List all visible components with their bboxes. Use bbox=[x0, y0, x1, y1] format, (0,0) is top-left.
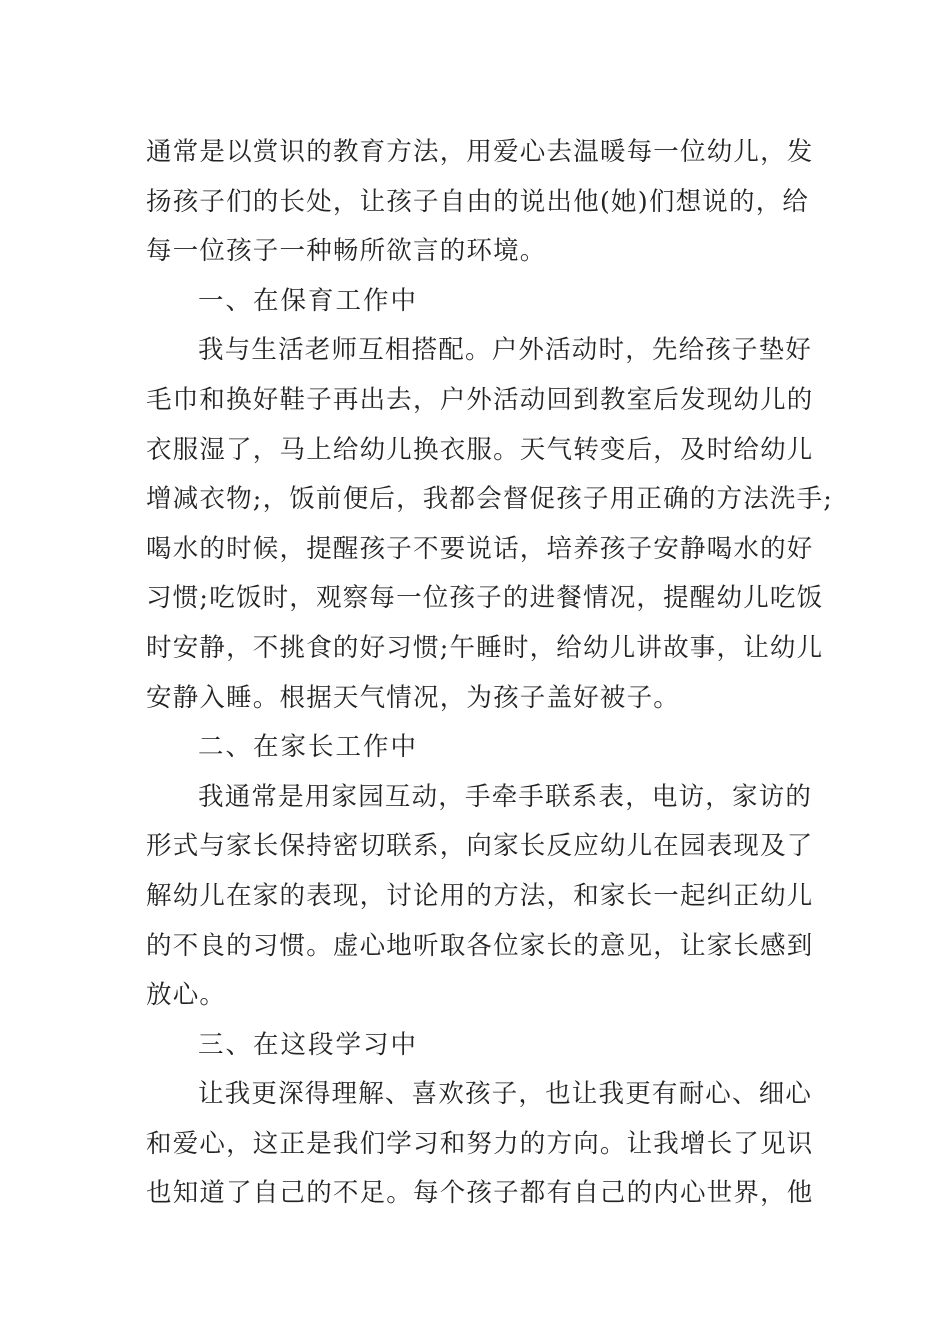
body-line: 喝水的时候，提醒孩子不要说话，培养孩子安静喝水的好 bbox=[146, 533, 814, 564]
body-line: 增减衣物;，饭前便后，我都会督促孩子用正确的方法洗手; bbox=[146, 484, 834, 515]
document-page bbox=[146, 128, 834, 1219]
body-line: 也知道了自己的不足。每个孩子都有自己的内心世界，他 bbox=[146, 1178, 814, 1209]
body-line: 的不良的习惯。虚心地听取各位家长的意见，让家长感到 bbox=[146, 930, 814, 961]
section-heading: 一、在保育工作中 bbox=[198, 285, 419, 316]
body-line: 衣服湿了，马上给幼儿换衣服。天气转变后，及时给幼儿 bbox=[146, 434, 814, 465]
body-line: 解幼儿在家的表现，讨论用的方法，和家长一起纠正幼儿 bbox=[146, 880, 814, 911]
paragraph-first-line: 我与生活老师互相搭配。户外活动时，先给孩子垫好 bbox=[198, 335, 813, 366]
body-line: 形式与家长保持密切联系，向家长反应幼儿在园表现及了 bbox=[146, 831, 814, 862]
body-line: 毛巾和换好鞋子再出去，户外活动回到教室后发现幼儿的 bbox=[146, 384, 814, 415]
section-heading: 三、在这段学习中 bbox=[198, 1029, 419, 1060]
body-line: 安静入睡。根据天气情况，为孩子盖好被子。 bbox=[146, 682, 681, 713]
body-line: 每一位孩子一种畅所欲言的环境。 bbox=[146, 236, 547, 267]
body-line: 放心。 bbox=[146, 980, 227, 1011]
body-line: 和爱心，这正是我们学习和努力的方向。让我增长了见识 bbox=[146, 1128, 814, 1159]
section-heading: 二、在家长工作中 bbox=[198, 732, 419, 763]
paragraph-first-line: 让我更深得理解、喜欢孩子，也让我更有耐心、细心 bbox=[198, 1079, 813, 1110]
body-line: 扬孩子们的长处，让孩子自由的说出他(她)们想说的，给 bbox=[146, 186, 810, 217]
body-line: 通常是以赏识的教育方法，用爱心去温暖每一位幼儿，发 bbox=[146, 137, 814, 167]
body-line: 习惯;吃饭时，观察每一位孩子的进餐情况，提醒幼儿吃饭 bbox=[146, 583, 824, 614]
paragraph-first-line: 我通常是用家园互动，手牵手联系表，电访，家访的 bbox=[198, 781, 813, 812]
body-line: 时安静，不挑食的好习惯;午睡时，给幼儿讲故事，让幼儿 bbox=[146, 632, 824, 663]
